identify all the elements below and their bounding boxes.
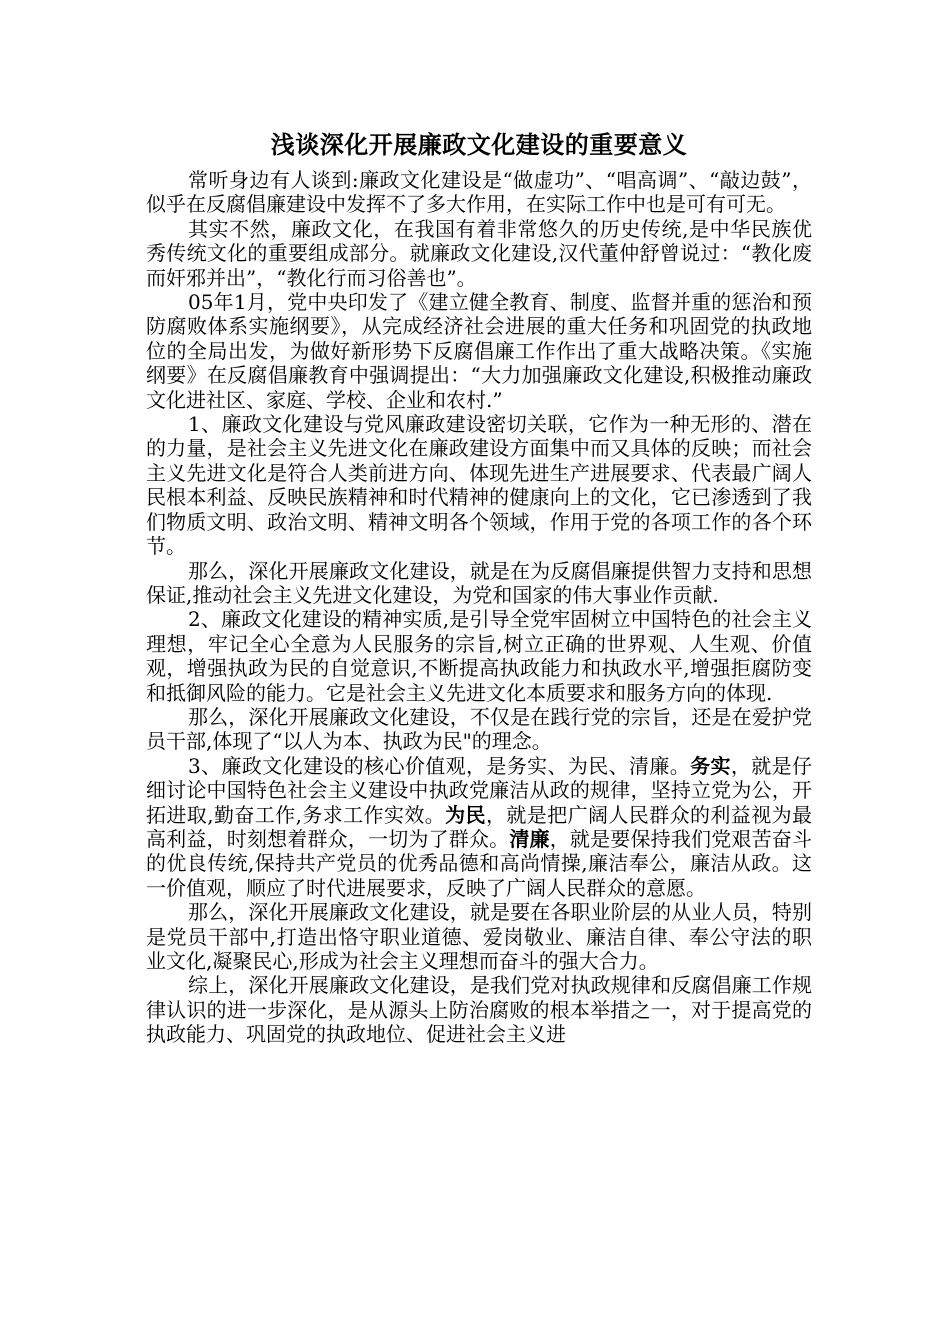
paragraph-8-text-1: 3、廉政文化建设的核心价值观，是务实、为民、清廉。 bbox=[188, 753, 691, 778]
paragraph-8-text-4: ，就是要保持我们党艰苦奋斗的优良传统,保持共产党员的优秀品德和高尚情操,廉洁奉公，廉洁从政。这一价值观，顺应了时代进展要求，反映了广阔人民群众的意愿。 bbox=[146, 826, 812, 900]
paragraph-5: 那么，深化开展廉政文化建设，就是在为反腐倡廉提供智力支持和思想保证,推动社会主义先进文化建设，为党和国家的伟大事业作贡献. bbox=[146, 558, 812, 607]
paragraph-8 bbox=[146, 754, 812, 900]
paragraph-8-text-2: ，就是仔细讨论中国特色社会主义建设中执政党廉洁从政的规律，坚持立党为公，开拓进取,勤奋工作,务求工作实效。 bbox=[146, 753, 813, 827]
paragraph-3: 05年1月，党中央印发了《建立健全教育、制度、监督并重的惩治和预防腐败体系实施纲要》，从完成经济社会进展的重大任务和巩固党的执政地位的全局出发，为做好新形势下反腐倡廉工作作出了重大战略决策。《实施纲要》在反腐倡廉教育中强调提出：“大力加强廉政文化建设,积极推动廉政文化进社区、家庭、学校、企业和农村.” bbox=[146, 290, 812, 412]
paragraph-1: 常听身边有人谈到:廉政文化建设是“做虚功”、“唱高调”、“敲边鼓”，似乎在反腐倡廉建设中发挥不了多大作用，在实际工作中也是可有可无。 bbox=[146, 168, 812, 217]
document-page bbox=[146, 128, 812, 1047]
paragraph-4: 1、廉政文化建设与党风廉政建设密切关联，它作为一种无形的、潜在的力量，是社会主义先进文化在廉政建设方面集中而又具体的反映；而社会主义先进文化是符合人类前进方向、体现先进生产进展要求、代表最广阔人民根本利益、反映民族精神和时代精神的健康向上的文化，它已渗透到了我们物质文明、政治文明、精神文明各个领域，作用于党的各项工作的各个环节。 bbox=[146, 412, 812, 559]
paragraph-9: 那么，深化开展廉政文化建设，就是要在各职业阶层的从业人员，特别是党员干部中,打造出恪守职业道德、爱岗敬业、廉洁自律、奉公守法的职业文化,凝聚民心,形成为社会主义理想而奋斗的强大合力。 bbox=[146, 900, 812, 973]
keyword-for-people: 为民 bbox=[445, 802, 486, 827]
keyword-integrity: 清廉 bbox=[509, 826, 550, 851]
paragraph-10: 综上，深化开展廉政文化建设，是我们党对执政规律和反腐倡廉工作规律认识的进一步深化，是从源头上防治腐败的根本举措之一，对于提高党的执政能力、巩固党的执政地位、促进社会主义进 bbox=[146, 973, 812, 1047]
paragraph-2: 其实不然，廉政文化，在我国有着非常悠久的历史传统,是中华民族优秀传统文化的重要组成部分。就廉政文化建设,汉代董仲舒曾说过：“教化废而奸邪并出”，“教化行而习俗善也”。 bbox=[146, 216, 812, 290]
paragraph-7: 那么，深化开展廉政文化建设，不仅是在践行党的宗旨，还是在爱护党员干部,体现了“以人为本、执政为民"的理念。 bbox=[146, 704, 812, 754]
document-title: 浅谈深化开展廉政文化建设的重要意义 bbox=[270, 130, 688, 159]
paragraph-6: 2、廉政文化建设的精神实质,是引导全党牢固树立中国特色的社会主义理想，牢记全心全意为人民服务的宗旨,树立正确的世界观、人生观、价值观，增强执政为民的自觉意识,不断提高执政能力和执政水平,增强拒腐防变和抵御风险的能力。它是社会主义先进文化本质要求和服务方向的体现. bbox=[146, 607, 812, 705]
keyword-pragmatic: 务实 bbox=[690, 753, 731, 778]
paragraph-8-text-3: ，就是把广阔人民群众的利益视为最高利益，时刻想着群众，一切为了群众。 bbox=[146, 802, 813, 851]
